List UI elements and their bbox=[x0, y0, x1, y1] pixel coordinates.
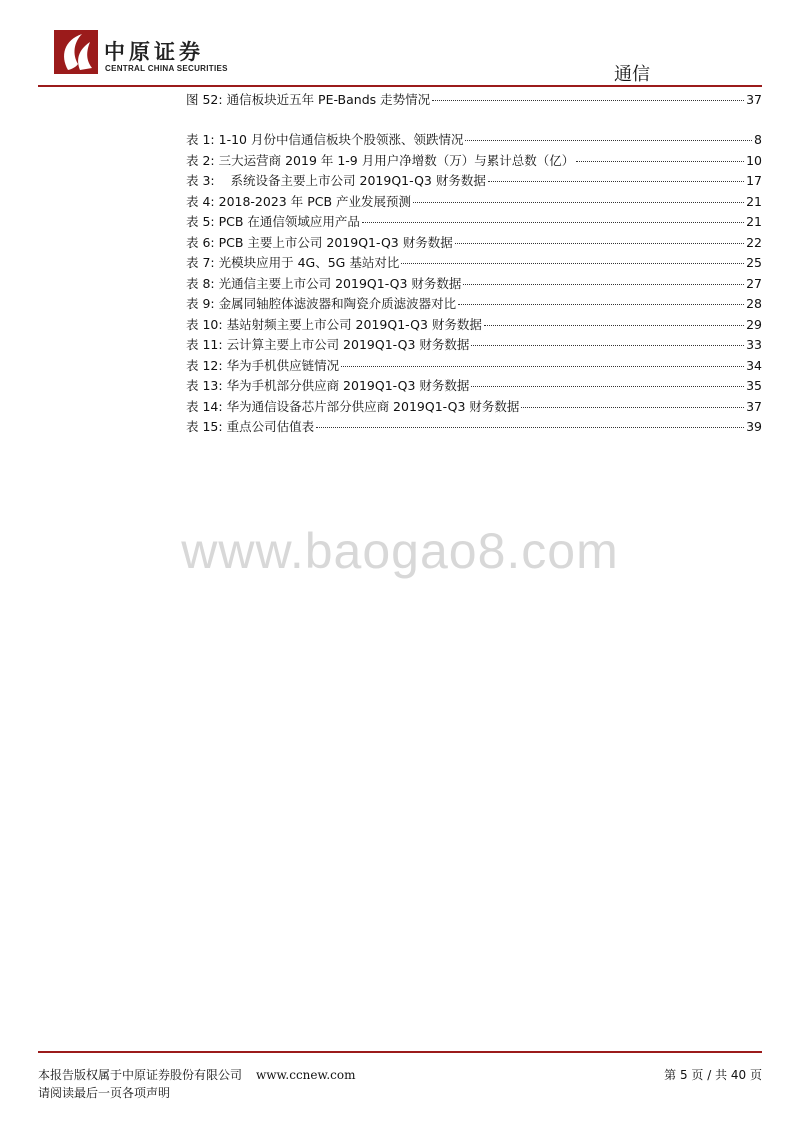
toc-leader-dots bbox=[362, 222, 744, 223]
toc-entry-title: 图 52: 通信板块近五年 PE-Bands 走势情况 bbox=[186, 92, 431, 107]
toc-leader-dots bbox=[576, 161, 744, 162]
toc-entry-title: 表 2: 三大运营商 2019 年 1-9 月用户净增数（万）与累计总数（亿） bbox=[186, 152, 575, 168]
watermark-text: www.baogao8.com bbox=[181, 523, 619, 579]
toc-leader-dots bbox=[521, 407, 744, 408]
toc-entry-title: 表 5: PCB 在通信领域应用产品 bbox=[186, 214, 360, 229]
footer-divider bbox=[38, 1051, 762, 1053]
toc-entry[interactable] bbox=[186, 294, 762, 315]
toc-leader-dots bbox=[471, 386, 744, 387]
toc-entry-title: 表 9: 金属同轴腔体滤波器和陶瓷介质滤波器对比 bbox=[186, 296, 457, 311]
toc-entry-page: 27 bbox=[746, 275, 762, 291]
toc-entry-page: 29 bbox=[746, 316, 762, 332]
footer-page-number: 第 5 页 / 共 40 页 bbox=[664, 1068, 762, 1082]
toc-leader-dots bbox=[488, 181, 744, 182]
toc-entry-page: 21 bbox=[746, 193, 762, 209]
toc-entry[interactable] bbox=[186, 212, 762, 233]
toc-entry-title: 表 10: 基站射频主要上市公司 2019Q1-Q3 财务数据 bbox=[186, 316, 482, 332]
toc-entry-title: 表 11: 云计算主要上市公司 2019Q1-Q3 财务数据 bbox=[186, 337, 470, 352]
toc-entry[interactable] bbox=[186, 356, 762, 377]
toc-entry-page: 37 bbox=[746, 92, 762, 107]
toc-leader-dots bbox=[413, 202, 744, 203]
toc-leader-dots bbox=[465, 140, 752, 141]
toc-leader-dots bbox=[316, 427, 744, 428]
toc-entry-page: 25 bbox=[746, 255, 762, 270]
toc-entry[interactable] bbox=[186, 315, 762, 336]
toc-entry-title: 表 14: 华为通信设备芯片部分供应商 2019Q1-Q3 财务数据 bbox=[186, 398, 520, 414]
toc-entry-page: 28 bbox=[746, 296, 762, 311]
table-toc-list bbox=[186, 130, 762, 438]
toc-entry-page: 22 bbox=[746, 234, 762, 250]
toc-leader-dots bbox=[471, 345, 744, 346]
toc-entry-title: 表 6: PCB 主要上市公司 2019Q1-Q3 财务数据 bbox=[186, 234, 453, 250]
logo-company-name-en: CENTRAL CHINA SECURITIES bbox=[105, 64, 228, 73]
footer-disclaimer: 请阅读最后一页各项声明 bbox=[38, 1086, 171, 1100]
toc-leader-dots bbox=[401, 263, 744, 264]
toc-entry-title: 表 4: 2018-2023 年 PCB 产业发展预测 bbox=[186, 193, 412, 209]
toc-entry-title: 表 7: 光模块应用于 4G、5G 基站对比 bbox=[186, 255, 400, 270]
toc-entry-title: 表 8: 光通信主要上市公司 2019Q1-Q3 财务数据 bbox=[186, 275, 462, 291]
toc-entry-page: 17 bbox=[746, 173, 762, 188]
toc-entry-page: 33 bbox=[746, 337, 762, 352]
toc-entry-title: 表 13: 华为手机部分供应商 2019Q1-Q3 财务数据 bbox=[186, 378, 470, 393]
toc-entry-page: 39 bbox=[746, 419, 762, 434]
toc-entry-page: 35 bbox=[746, 378, 762, 393]
footer-copyright: 本报告版权属于中原证券股份有限公司 bbox=[38, 1068, 243, 1082]
toc-entry[interactable] bbox=[186, 171, 762, 192]
toc-leader-dots bbox=[432, 100, 744, 101]
header-divider bbox=[38, 85, 762, 87]
toc-entry-page: 37 bbox=[746, 398, 762, 414]
toc-leader-dots bbox=[458, 304, 744, 305]
toc-leader-dots bbox=[341, 366, 744, 367]
toc-entry-title: 表 1: 1-10 月份中信通信板块个股领涨、领跌情况 bbox=[186, 132, 464, 147]
toc-entry-title: 表 15: 重点公司估值表 bbox=[186, 419, 315, 434]
toc-entry-page: 21 bbox=[746, 214, 762, 229]
toc-leader-dots bbox=[484, 325, 744, 326]
toc-entry-title: 表 3: 系统设备主要上市公司 2019Q1-Q3 财务数据 bbox=[186, 173, 486, 188]
logo-mark-icon bbox=[54, 30, 98, 74]
section-title: 通信 bbox=[614, 64, 650, 85]
toc-entry[interactable] bbox=[186, 233, 762, 254]
figure-toc-list bbox=[186, 90, 762, 111]
toc-entry-page: 10 bbox=[746, 152, 762, 168]
footer-website-link[interactable]: www.ccnew.com bbox=[256, 1068, 356, 1082]
toc-entry[interactable] bbox=[186, 397, 762, 418]
toc-entry[interactable] bbox=[186, 90, 762, 111]
toc-entry[interactable] bbox=[186, 192, 762, 213]
toc-entry-page: 34 bbox=[746, 357, 762, 373]
toc-entry[interactable] bbox=[186, 130, 762, 151]
toc-entry[interactable] bbox=[186, 335, 762, 356]
toc-entry[interactable] bbox=[186, 253, 762, 274]
toc-leader-dots bbox=[455, 243, 744, 244]
toc-entry-page: 8 bbox=[754, 132, 762, 147]
toc-leader-dots bbox=[463, 284, 744, 285]
toc-entry[interactable] bbox=[186, 151, 762, 172]
toc-entry[interactable] bbox=[186, 376, 762, 397]
footer bbox=[38, 1066, 762, 1102]
toc-entry[interactable] bbox=[186, 417, 762, 438]
logo-company-name-cn: 中原证券 bbox=[104, 39, 204, 64]
toc-entry-title: 表 12: 华为手机供应链情况 bbox=[186, 357, 340, 373]
toc-entry[interactable] bbox=[186, 274, 762, 295]
